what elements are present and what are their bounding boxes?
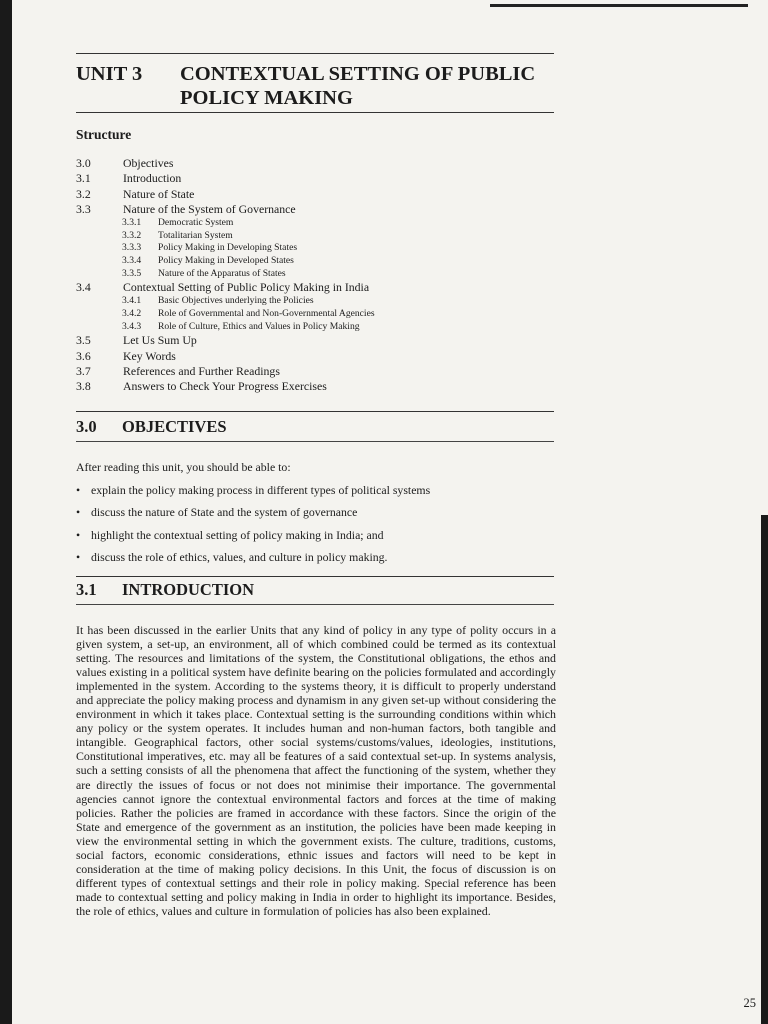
toc-item [76, 156, 556, 171]
bullet-icon: • [76, 550, 81, 565]
unit-bottom-rule [76, 112, 554, 113]
toc-item [76, 308, 556, 321]
toc-item-text: Basic Objectives underlying the Policies [158, 295, 314, 307]
toc-item [76, 349, 556, 364]
top-edge-rule [490, 4, 748, 7]
objective-text: explain the policy making process in different types of political systems [91, 483, 431, 497]
toc-item-number: 3.6 [76, 348, 91, 363]
toc-item-number: 3.7 [76, 363, 91, 378]
objectives-list [76, 482, 546, 572]
objective-text: discuss the role of ethics, values, and culture in policy making. [91, 550, 388, 565]
toc-item [76, 321, 556, 334]
unit-title: CONTEXTUAL SETTING OF PUBLIC POLICY MAKING [180, 63, 536, 109]
introduction-paragraph: It has been discussed in the earlier Units that any kind of policy in any type of polity occurs in a given system, a set-up, an environment, all of which combined could be termed as its contextual setting. The resources and limitations of the system, the Constitutional obligations, the ethos and values existing in a political system have definite bearing on the policies formulated and accordingly implemented in the system. According to the systems theory, it is difficult to properly understand and appreciate the policy making process and dynamism in any given set-up without considering the environment in which it takes place. Contextual setting is the surrounding conditions within which any policy or the system operates. It includes human and non-human factors, both tangible and intangible. Geographical factors, other social systems/customs/values, ideologies, institutions, Constitutional imperatives, etc. may all be features of a said contextual set-up. In systems analysis, such a setting consists of all the phenomena that affect the functioning of the system, whether they are directly the issues of focus or not does not minimise their importance. The governmental agencies cannot ignore the contextual environmental factors and forces at the time of making policies. Rather the policies are framed in accordance with these factors. Since the origin of the State and emergence of the government as an institution, the policies have been made keeping in view the environmental setting in which the government exists. The culture, traditions, customs, social factors, economic considerations, ethnic issues and factors will need to be kept in consideration at the time of making policy decisions. In this Unit, the focus of discussion is on different types of contextual settings and their role in policy making. Special reference has been made to contextual setting and policy making in India in order to highlight its importance. Besides, the role of ethics, values and culture in formulation of policies has also been explained. [76, 623, 556, 918]
toc-item-number: 3.3.1 [122, 217, 142, 229]
unit-top-rule [76, 53, 554, 54]
toc-item [76, 171, 556, 186]
unit-number: UNIT 3 [76, 63, 143, 85]
toc-item-text: Objectives [123, 156, 174, 170]
toc-item-text: Totalitarian System [158, 229, 233, 241]
toc-item-text: Democratic System [158, 217, 234, 229]
toc-item [76, 230, 556, 243]
scan-binding-shadow-left [0, 0, 12, 1024]
section-number: 3.1 [76, 580, 97, 599]
toc-item-number: 3.1 [76, 171, 91, 186]
toc-item-number: 3.0 [76, 156, 91, 170]
toc-item-number: 3.3.4 [122, 254, 142, 266]
objective-item [76, 482, 546, 504]
toc-item-number: 3.4.3 [122, 320, 142, 332]
section-title: OBJECTIVES [122, 417, 227, 436]
toc-item [76, 242, 556, 255]
toc-item [76, 333, 556, 348]
toc-item-text: Nature of the Apparatus of States [158, 267, 286, 279]
toc-item-number: 3.4 [76, 280, 91, 295]
objective-text: discuss the nature of State and the system of governance [91, 505, 358, 520]
section-title: INTRODUCTION [122, 580, 255, 599]
toc-item [76, 187, 556, 202]
section-number: 3.0 [76, 417, 97, 436]
toc-item-number: 3.5 [76, 333, 91, 348]
introduction-bottom-rule [76, 604, 554, 605]
toc-item-number: 3.4.2 [122, 308, 142, 320]
objectives-bottom-rule [76, 441, 554, 442]
bullet-icon: • [76, 483, 81, 497]
toc-item [76, 255, 556, 268]
toc-item-text: References and Further Readings [123, 363, 280, 378]
objective-item [76, 527, 546, 549]
structure-label: Structure [76, 127, 132, 142]
objective-item [76, 549, 546, 571]
toc-item-number: 3.3.5 [122, 267, 142, 279]
objective-item [76, 504, 546, 526]
objectives-heading [76, 417, 227, 437]
objective-text: highlight the contextual setting of policy making in India; and [91, 527, 384, 542]
toc-item-text: Policy Making in Developing States [158, 242, 298, 254]
toc-item-text: Role of Culture, Ethics and Values in Policy Making [158, 320, 360, 332]
bullet-icon: • [76, 505, 81, 520]
introduction-heading [76, 580, 254, 600]
toc-item-number: 3.3.3 [122, 242, 142, 254]
toc-item [76, 280, 556, 295]
scan-binding-shadow-right [761, 515, 768, 1024]
toc-item-text: Introduction [123, 171, 182, 186]
toc-item [76, 364, 556, 379]
toc-item [76, 268, 556, 281]
toc-item-text: Policy Making in Developed States [158, 254, 294, 266]
structure-list [76, 156, 556, 394]
toc-item-text: Key Words [123, 348, 176, 363]
toc-item [76, 202, 556, 217]
toc-item [76, 295, 556, 308]
toc-item-number: 3.4.1 [122, 295, 142, 307]
toc-item-text: Role of Governmental and Non-Governmental Agencies [158, 308, 375, 320]
toc-item-number: 3.2 [76, 186, 91, 201]
page-number: 25 [743, 996, 756, 1010]
toc-item-number: 3.3.2 [122, 229, 142, 241]
toc-item-text: Contextual Setting of Public Policy Making in India [123, 280, 370, 295]
toc-item-text: Let Us Sum Up [123, 333, 197, 348]
toc-item [76, 379, 556, 394]
toc-item-text: Answers to Check Your Progress Exercises [123, 379, 327, 394]
toc-item [76, 217, 556, 230]
toc-item-text: Nature of the System of Governance [123, 201, 296, 216]
toc-item-number: 3.3 [76, 201, 91, 216]
toc-item-number: 3.8 [76, 379, 91, 394]
introduction-top-rule [76, 576, 554, 577]
toc-item-text: Nature of State [123, 186, 195, 201]
objectives-lead: After reading this unit, you should be able to: [76, 460, 291, 474]
objectives-top-rule [76, 411, 554, 412]
bullet-icon: • [76, 527, 81, 542]
